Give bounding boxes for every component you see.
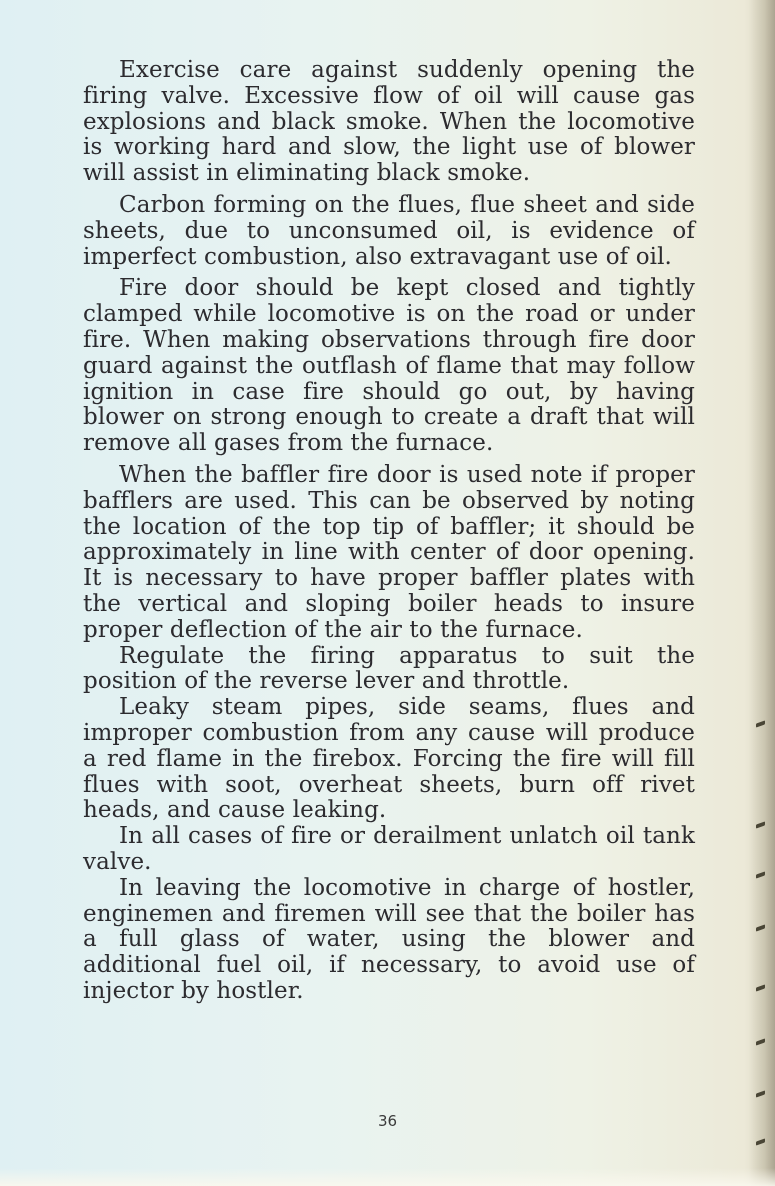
paragraph-baffler: When the baffler fire door is used note if proper bafflers are used. This can be observed by noting the location of the top tip of baffler; it should be approximately in line with center of door opening. It is necessary to have proper baffler plates with the vertical and sloping boiler heads to insure proper deflection of the air to the furnace. (83, 461, 695, 643)
body-text (83, 58, 695, 1005)
paragraph-fire-door: Fire door should be kept closed and tightly clamped while locomotive is on the road or under fire. When making observations through fire door guard against the outflash of flame that may follow ignition in case fire should go out, by having blower on strong enough to create a draft that will remove all gases from the furnace. (83, 275, 695, 457)
paragraph-leaky-pipes: Leaky steam pipes, side seams, flues and improper combustion from any cause will produce a red flame in the firebox. Forcing the fire will fill flues with soot, overheat sheets, burn off rivet heads, and cause leaking. (83, 694, 695, 824)
paragraph-firing-valve: Exercise care against suddenly opening the firing valve. Excessive flow of oil will cause gas explosions and black smoke. When the locomotive is working hard and slow, the light use of blower will assist in eliminating black smoke. (83, 57, 695, 187)
paragraph-hostler: In leaving the locomotive in charge of hostler, enginemen and firemen will see that the boiler has a full glass of water, using the blower and additional fuel oil, if necessary, to avoid use of injector by hostler. (83, 874, 695, 1004)
paragraph-derailment: In all cases of fire or derailment unlatch oil tank valve. (83, 823, 695, 875)
page-number: 36 (377, 1112, 398, 1130)
page-bottom-fade (0, 1168, 775, 1186)
page-edge-shadow (749, 0, 775, 1186)
paragraph-carbon-forming: Carbon forming on the flues, flue sheet and side sheets, due to unconsumed oil, is evidence of imperfect combustion, also extravagant use of oil. (83, 191, 695, 270)
paragraph-regulate: Regulate the firing apparatus to suit the position of the reverse lever and throttle. (83, 642, 695, 695)
